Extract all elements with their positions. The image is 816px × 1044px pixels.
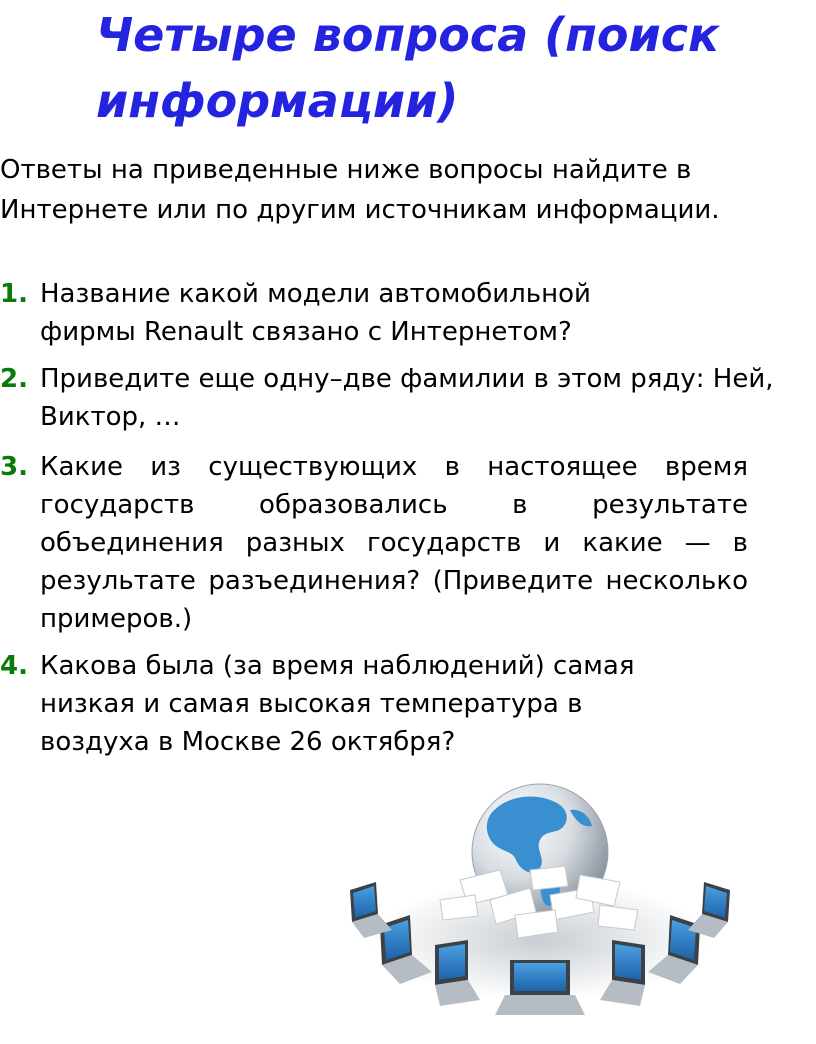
question-text: Какова была (за время наблюдений) самая низкая и самая высокая температура в воздуха в Москве 26 октября? xyxy=(40,651,635,757)
question-text: Название какой модели автомобильной фирмы Renault связано с Интернетом? xyxy=(40,279,591,347)
question-number: 3. xyxy=(0,452,28,482)
laptop-icon xyxy=(688,882,730,938)
question-number: 4. xyxy=(0,651,28,681)
question-text: Какие из существующих в настоящее время государств образовались в результате объединения разных государств и какие — в результате разъединения? (Приведите несколько примеров.) xyxy=(40,452,748,634)
laptop-icon xyxy=(350,882,392,938)
globe-network-laptops-icon xyxy=(340,770,740,1040)
question-number: 1. xyxy=(0,279,28,309)
question-text: Приведите еще одну–две фамилии в этом ряду: Ней, Виктор, … xyxy=(40,364,774,432)
page-title: Четыре вопроса (поиск информации) xyxy=(96,8,720,128)
question-number: 2. xyxy=(0,364,28,394)
intro-text: Ответы на приведенные ниже вопросы найдите в Интернете или по другим источникам информации. xyxy=(0,155,720,225)
